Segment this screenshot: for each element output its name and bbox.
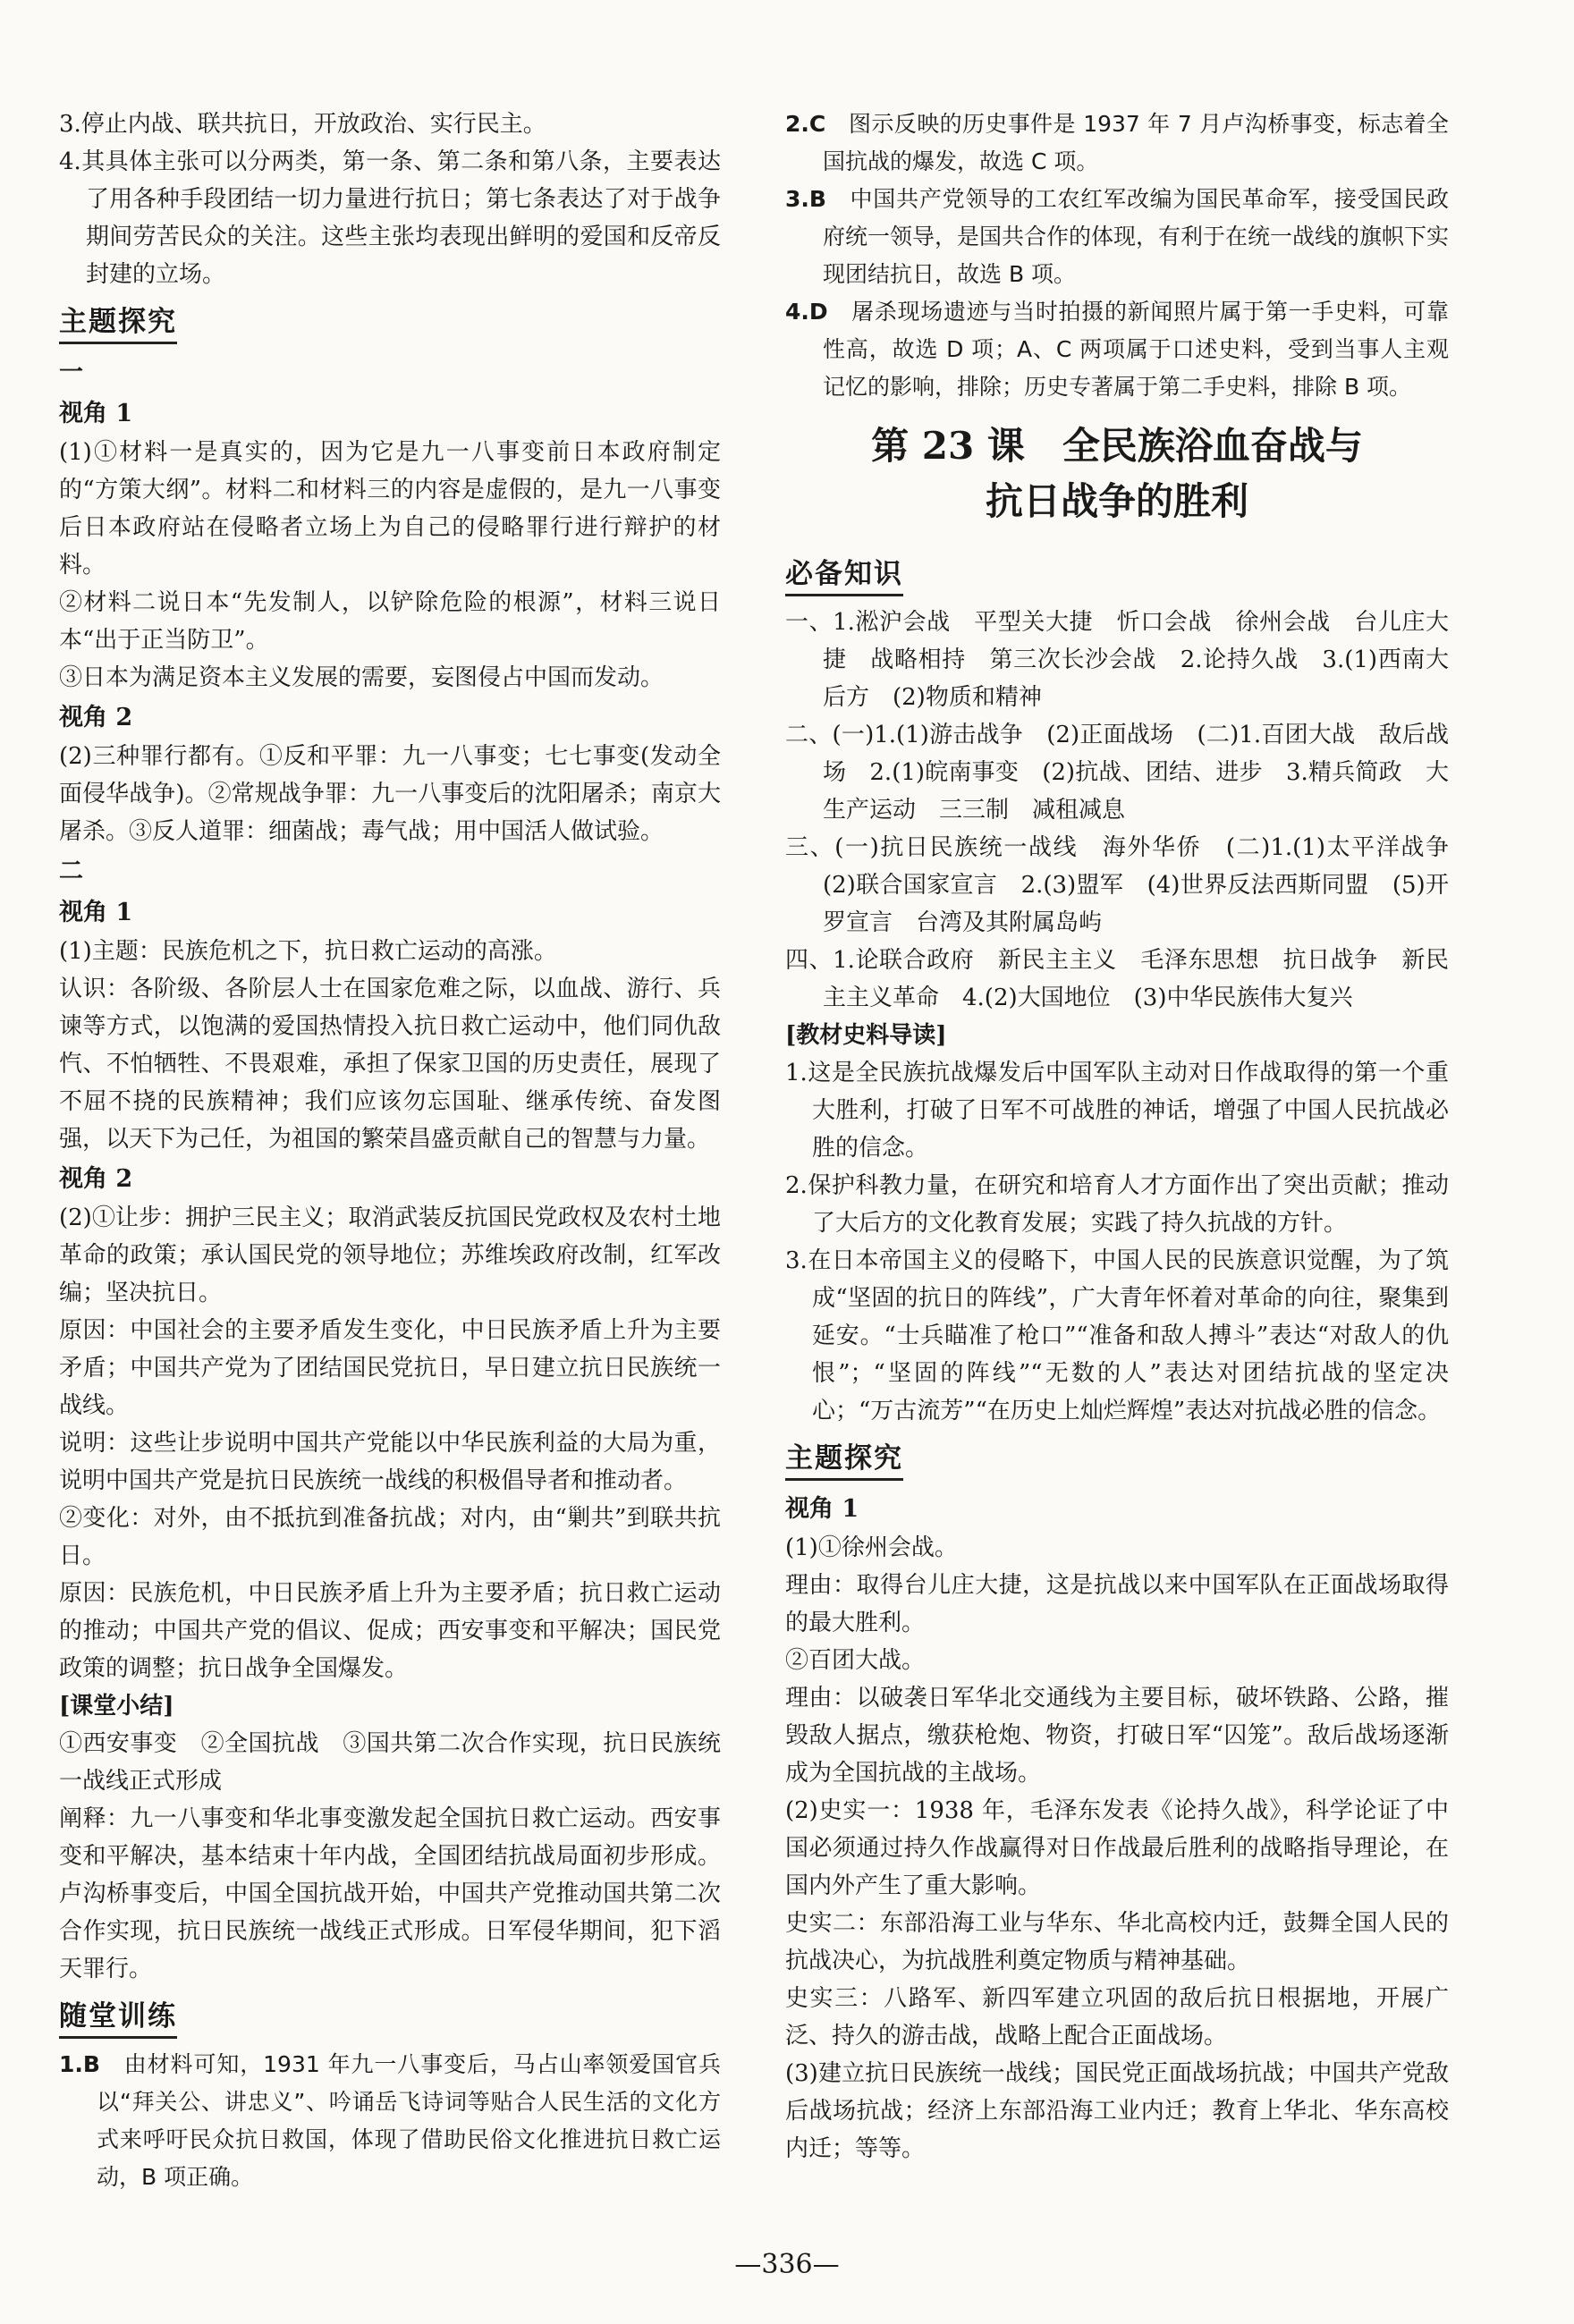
textbook-item: 1.这是全民族抗战爆发后中国军队主动对日作战取得的第一个重大胜利，打破了日军不可战胜的神话，增强了中国人民抗战必胜的信念。: [785, 1060, 1449, 1162]
view1-label: 视角 1: [59, 400, 133, 427]
practice-answer-3: [785, 181, 1449, 293]
part-one-label: 一: [59, 359, 83, 386]
paragraph: (2)①让步：拥护三民主义；取消武装反抗国民党政权及农村土地革命的政策；承认国民党的领导地位；苏维埃政府改制，红军改编；坚决抗日。: [59, 1204, 721, 1306]
paragraph: (2)三种罪行都有。①反和平罪：九一八事变；七七事变(发动全面侵华战争)。②常规战争罪：九一八事变后的沈阳屠杀；南京大屠杀。③反人道罪：细菌战；毒气战；用中国活人做试验。: [59, 743, 721, 845]
paragraph: ②材料二说日本“先发制人，以铲除危险的根源”，材料三说日本“出于正当防卫”。: [59, 589, 721, 654]
right-column: [785, 106, 1473, 2168]
textbook-item: 2.保护科教力量，在研究和培育人才方面作出了突出贡献；推动了大后方的文化教育发展；实践了持久抗战的方针。: [785, 1172, 1449, 1237]
lesson-title: [785, 418, 1449, 529]
answer-text: 中国共产党领导的工农红军改编为国民革命军，接受国民政府统一领导，是国共合作的体现，有利于在统一战线的旗帜下实现团结抗日，故选 B 项。: [823, 186, 1450, 287]
answer-4: 4.其具体主张可以分两类，第一条、第二条和第八条，主要表达了用各种手段团结一切力量进行抗日；第七条表达了对于战争期间劳苦民众的关注。这些主张均表现出鲜明的爱国和反帝反封建的立场。: [59, 148, 721, 288]
textbook-item: 3.在日本帝国主义的侵略下，中国人民的民族意识觉醒，为了筑成“坚固的抗日的阵线”，广大青年怀着对革命的向往，聚集到延安。“士兵瞄准了枪口”“准备和敌人搏斗”表达“对敌人的仇恨”；“坚固的阵线”“无数的人”表达对团结抗战的坚定决心；“万古流芳”“在历史上灿烂辉煌”表达对抗战必胜的信念。: [785, 1247, 1449, 1424]
paragraph: 原因：民族危机，中日民族矛盾上升为主要矛盾；抗日救亡运动的推动；中国共产党的倡议、促成；西安事变和平解决；国民党政策的调整；抗日战争全国爆发。: [59, 1580, 721, 1682]
answer-number: 3.B: [785, 186, 826, 212]
paragraph: (1)①徐州会战。: [785, 1534, 958, 1561]
view1-label: 视角 1: [785, 1495, 859, 1523]
paragraph: 理由：取得台儿庄大捷，这是抗战以来中国军队在正面战场取得的最大胜利。: [785, 1572, 1449, 1636]
left-column: [59, 106, 721, 2196]
knowledge-heading: 必备知识: [785, 551, 903, 596]
practice-answer-4: [785, 293, 1449, 406]
summary-label: [课堂小结]: [59, 1693, 174, 1720]
answer-number: 2.C: [785, 111, 826, 137]
paragraph: ②变化：对外，由不抵抗到准备抗战；对内，由“剿共”到联共抗日。: [59, 1505, 721, 1569]
lesson-title-line2: 抗日战争的胜利: [985, 479, 1248, 523]
answer-text: 图示反映的历史事件是 1937 年 7 月卢沟桥事变，标志着全国抗战的爆发，故选 C 项。: [823, 111, 1449, 174]
practice-answer-2: [785, 106, 1449, 181]
answer-text: 由材料可知，1931 年九一八事变后，马占山率领爱国官兵以“拜关公、讲忠义”、吟诵岳飞诗词等贴合人民生活的文化方式来呼吁民众抗日救国，体现了借助民俗文化推进抗日救亡运动，B 项正确。: [97, 2051, 721, 2190]
paragraph: 理由：以破袭日军华北交通线为主要目标，破坏铁路、公路，摧毁敌人据点，缴获枪炮、物资，打破日军“囚笼”。敌后战场逐渐成为全国抗战的主战场。: [785, 1685, 1449, 1787]
lesson-title-line1: 第 23 课 全民族浴血奋战与: [871, 424, 1363, 468]
textbook-label: [教材史料导读]: [785, 1022, 947, 1049]
paragraph: 史实二：东部沿海工业与华东、华北高校内迁，鼓舞全国人民的抗战决心，为抗战胜利奠定物质与精神基础。: [785, 1910, 1449, 1974]
paragraph: (1)主题：民族危机之下，抗日救亡运动的高涨。: [59, 938, 557, 965]
answer-3: 3.停止内战、联共抗日，开放政治、实行民主。: [59, 111, 546, 138]
theme-heading: 主题探究: [59, 299, 177, 344]
answer-number: 4.D: [785, 299, 828, 325]
theme-heading: 主题探究: [785, 1435, 903, 1481]
answer-number: 1.B: [59, 2051, 100, 2077]
paragraph: 原因：中国社会的主要矛盾发生变化，中日民族矛盾上升为主要矛盾；中国共产党为了团结国民党抗日，早日建立抗日民族统一战线。: [59, 1317, 721, 1419]
knowledge-item: 三、(一)抗日民族统一战线 海外华侨 (二)1.(1)太平洋战争 (2)联合国家宣言 2.(3)盟军 (4)世界反法西斯同盟 (5)开罗宣言 台湾及其附属岛屿: [785, 834, 1473, 936]
practice-heading: 随堂训练: [59, 1993, 177, 2039]
knowledge-item: 一、1.淞沪会战 平型关大捷 忻口会战 徐州会战 台儿庄大捷 战略相持 第三次长沙会战 2.论持久战 3.(1)西南大后方 (2)物质和精神: [785, 609, 1449, 711]
view2-label: 视角 2: [59, 1165, 133, 1193]
knowledge-item: 二、(一)1.(1)游击战争 (2)正面战场 (二)1.百团大战 敌后战场 2.(1)皖南事变 (2)抗战、团结、进步 3.精兵简政 大生产运动 三三制 减租减息: [785, 722, 1449, 824]
page-number: —336—: [734, 2249, 840, 2280]
paragraph: 史实三：八路军、新四军建立巩固的敌后抗日根据地，开展广泛、持久的游击战，战略上配合正面战场。: [785, 1985, 1449, 2049]
paragraph: (1)①材料一是真实的，因为它是九一八事变前日本政府制定的“方策大纲”。材料二和材料三的内容是虚假的，是九一八事变后日本政府站在侵略者立场上为自己的侵略罪行进行辩护的材料。: [59, 439, 721, 579]
practice-answer-1: [59, 2046, 721, 2196]
paragraph: 认识：各阶级、各阶层人士在国家危难之际，以血战、游行、兵谏等方式，以饱满的爱国热情投入抗日救亡运动中，他们同仇敌忾、不怕牺牲、不畏艰难，承担了保家卫国的历史责任，展现了不屈不挠的民族精神；我们应该勿忘国耻、继承传统、奋发图强，以天下为己任，为祖国的繁荣昌盛贡献自己的智慧与力量。: [59, 976, 721, 1153]
paragraph: 阐释：九一八事变和华北事变激发起全国抗日救亡运动。西安事变和平解决，基本结束十年内战，全国团结抗战局面初步形成。卢沟桥事变后，中国全国抗战开始，中国共产党推动国共第二次合作实现，抗日民族统一战线正式形成。日军侵华期间，犯下滔天罪行。: [59, 1805, 721, 1982]
paragraph: ②百团大战。: [785, 1647, 926, 1674]
part-two-label: 二: [59, 858, 83, 885]
knowledge-item: 四、1.论联合政府 新民主主义 毛泽东思想 抗日战争 新民主主义革命 4.(2)大国地位 (3)中华民族伟大复兴: [785, 947, 1449, 1011]
paragraph: ①西安事变 ②全国抗战 ③国共第二次合作实现，抗日民族统一战线正式形成: [59, 1730, 721, 1795]
view2-label: 视角 2: [59, 704, 133, 731]
paragraph: ③日本为满足资本主义发展的需要，妄图侵占中国而发动。: [59, 664, 664, 691]
answer-text: 屠杀现场遗迹与当时拍摄的新闻照片属于第一手史料，可靠性高，故选 D 项；A、C 两项属于口述史料，受到当事人主观记忆的影响，排除；历史专著属于第二手史料，排除 B 项。: [823, 299, 1449, 400]
view1-label: 视角 1: [59, 899, 133, 926]
paragraph: (3)建立抗日民族统一战线；国民党正面战场抗战；中国共产党敌后战场抗战；经济上东部沿海工业内迁；教育上华北、华东高校内迁；等等。: [785, 2060, 1449, 2162]
paragraph: 说明：这些让步说明中国共产党能以中华民族利益的大局为重，说明中国共产党是抗日民族统一战线的积极倡导者和推动者。: [59, 1430, 721, 1494]
paragraph: (2)史实一：1938 年，毛泽东发表《论持久战》，科学论证了中国必须通过持久作战赢得对日作战最后胜利的战略指导理论，在国内外产生了重大影响。: [785, 1797, 1449, 1899]
